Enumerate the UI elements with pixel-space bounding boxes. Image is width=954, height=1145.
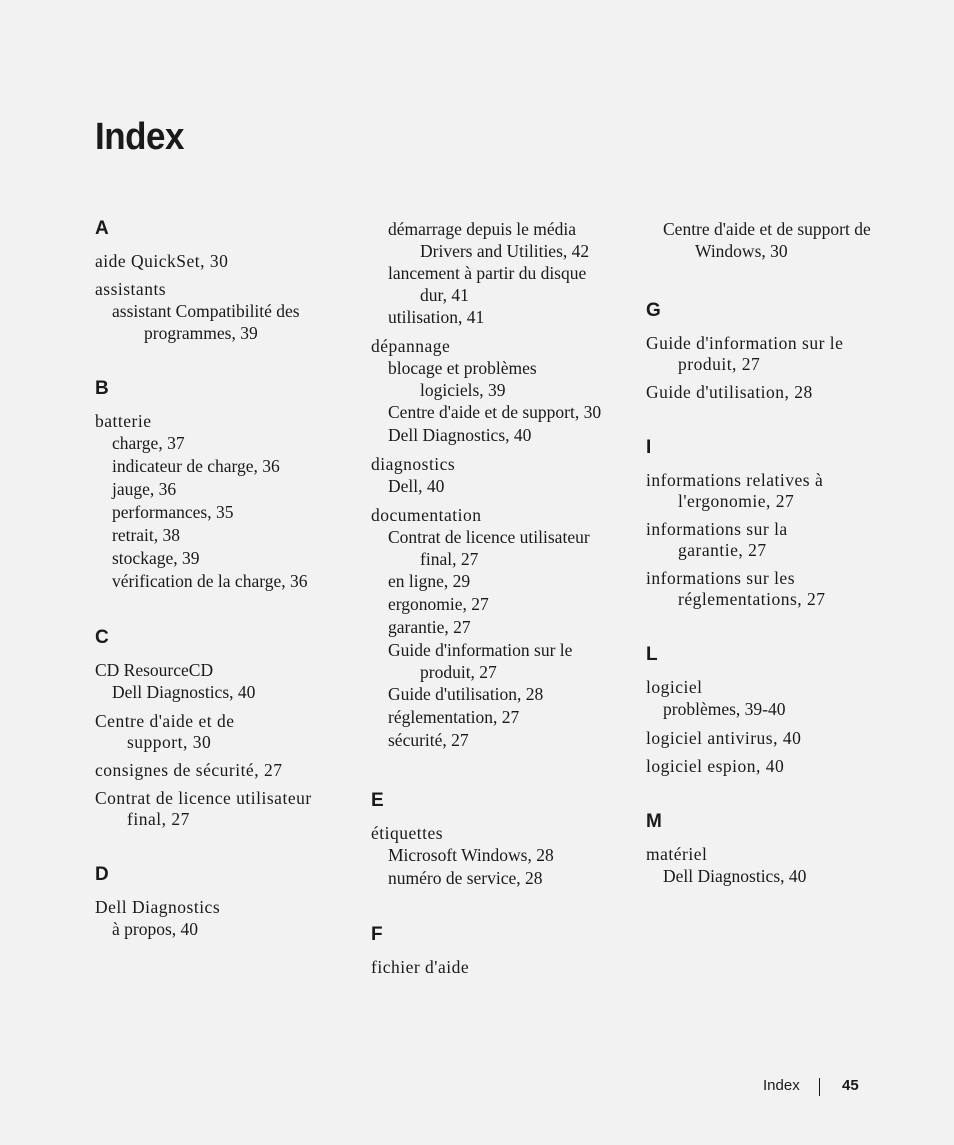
subentry-label: Centre d'aide et de support de <box>663 219 871 239</box>
entry-label: aide QuickSet, 30 <box>95 251 229 271</box>
index-entry <box>371 336 626 447</box>
subentry-continuation: dur, 41 <box>420 285 469 305</box>
subentry-continuation: Windows, 30 <box>695 241 788 261</box>
index-section-f <box>371 924 626 978</box>
entry-label: Dell Diagnostics <box>95 897 221 917</box>
subentry-continuation: produit, 27 <box>420 662 497 682</box>
entry-label: logiciel antivirus, 40 <box>646 728 802 748</box>
subentry-label: Dell Diagnostics, 40 <box>112 682 256 702</box>
index-entry <box>371 505 626 752</box>
subentry-label: à propos, 40 <box>112 919 199 939</box>
subentry-label: retrait, 38 <box>112 525 181 545</box>
entry-label: batterie <box>95 411 152 431</box>
subentry-label: charge, 37 <box>112 433 185 453</box>
entry-label: informations relatives à <box>646 470 824 490</box>
entry-label: Centre d'aide et de <box>95 711 235 731</box>
index-entry <box>646 756 896 777</box>
entry-label: consignes de sécurité, 27 <box>95 760 283 780</box>
entry-label: Guide d'information sur le <box>646 333 844 353</box>
index-entry <box>95 660 345 704</box>
subentry-continuation: logiciels, 39 <box>420 380 506 400</box>
index-section-m <box>646 811 896 888</box>
index-entry <box>371 823 626 890</box>
entry-label: informations sur la <box>646 519 788 539</box>
page-number: 45 <box>842 1077 859 1094</box>
entry-label: matériel <box>646 844 708 864</box>
index-entry <box>95 279 345 344</box>
subentry-label: indicateur de charge, 36 <box>112 456 280 476</box>
entry-continuation: produit, 27 <box>678 354 761 374</box>
section-letter: I <box>646 437 652 458</box>
subentry-label: en ligne, 29 <box>388 571 471 591</box>
entry-label: dépannage <box>371 336 451 356</box>
section-letter: G <box>646 300 661 321</box>
entry-label: assistants <box>95 279 167 299</box>
subentry-label: lancement à partir du disque <box>388 263 587 283</box>
index-entry <box>95 788 345 830</box>
entry-label: Contrat de licence utilisateur <box>95 788 312 808</box>
index-entry <box>646 728 896 749</box>
entry-continuation: réglementations, 27 <box>678 589 826 609</box>
subentry-label: numéro de service, 28 <box>388 868 543 888</box>
subentry-label: assistant Compatibilité des <box>112 301 300 321</box>
index-entry <box>95 251 345 272</box>
index-section-b <box>95 378 345 593</box>
index-column-1 <box>95 218 345 975</box>
subentry-label: Dell, 40 <box>388 476 445 496</box>
entry-label: CD ResourceCD <box>95 660 214 680</box>
subentry-label: Centre d'aide et de support, 30 <box>388 402 602 422</box>
section-letter: A <box>95 218 109 239</box>
entry-label: fichier d'aide <box>371 957 470 977</box>
index-section-g <box>646 300 896 403</box>
entry-label: logiciel espion, 40 <box>646 756 785 776</box>
index-entry <box>95 897 345 941</box>
subentry-label: Dell Diagnostics, 40 <box>663 866 807 886</box>
entry-continuation: support, 30 <box>127 732 212 752</box>
index-section-c <box>95 627 345 830</box>
section-letter: M <box>646 811 662 832</box>
subentry-label: vérification de la charge, 36 <box>112 571 308 591</box>
entry-label: Guide d'utilisation, 28 <box>646 382 813 402</box>
subentry-label: problèmes, 39-40 <box>663 699 786 719</box>
index-section-e <box>371 790 626 890</box>
footer-section-label: Index <box>763 1077 800 1094</box>
entry-label: informations sur les <box>646 568 796 588</box>
index-entry <box>95 711 345 753</box>
subentry-label: Guide d'utilisation, 28 <box>388 684 544 704</box>
index-section-d-continued <box>371 218 626 752</box>
index-entry <box>646 382 896 403</box>
subentry-label: performances, 35 <box>112 502 234 522</box>
index-entry <box>646 333 896 375</box>
subentry-label: ergonomie, 27 <box>388 594 489 614</box>
subentry-label: blocage et problèmes <box>388 358 537 378</box>
subentry-label: stockage, 39 <box>112 548 200 568</box>
index-column-2 <box>371 218 626 1012</box>
subentry-continuation: Drivers and Utilities, 42 <box>420 241 590 261</box>
index-section-a <box>95 218 345 344</box>
index-column-3 <box>646 218 896 922</box>
entry-label: logiciel <box>646 677 703 697</box>
entry-continuation: l'ergonomie, 27 <box>678 491 795 511</box>
subentry-label: sécurité, 27 <box>388 730 469 750</box>
entry-label: documentation <box>371 505 482 525</box>
section-letter: E <box>371 790 384 811</box>
page-title: Index <box>95 116 185 158</box>
index-entry <box>371 218 626 329</box>
subentry-label: démarrage depuis le média <box>388 219 577 239</box>
subentry-label: jauge, 36 <box>112 479 177 499</box>
subentry-continuation: final, 27 <box>420 549 479 569</box>
index-entry <box>646 844 896 888</box>
section-letter: D <box>95 864 109 885</box>
section-letter: C <box>95 627 109 648</box>
subentry-label: utilisation, 41 <box>388 307 485 327</box>
subentry-label: garantie, 27 <box>388 617 471 637</box>
index-entry <box>95 411 345 593</box>
index-section-i <box>646 437 896 610</box>
entry-continuation: garantie, 27 <box>678 540 767 560</box>
subentry-label: Microsoft Windows, 28 <box>388 845 554 865</box>
footer-divider <box>819 1078 820 1096</box>
section-letter: F <box>371 924 383 945</box>
index-entry <box>646 519 896 561</box>
index-entry <box>646 677 896 721</box>
section-letter: B <box>95 378 109 399</box>
index-entry <box>646 470 896 512</box>
subentry-label: Contrat de licence utilisateur <box>388 527 590 547</box>
entry-label: diagnostics <box>371 454 456 474</box>
subentry-continuation: programmes, 39 <box>144 323 258 343</box>
entry-label: étiquettes <box>371 823 444 843</box>
index-section-l <box>646 644 896 777</box>
subentry-label: réglementation, 27 <box>388 707 520 727</box>
index-entry <box>95 760 345 781</box>
index-entry <box>371 454 626 498</box>
index-entry <box>646 568 896 610</box>
subentry-label: Dell Diagnostics, 40 <box>388 425 532 445</box>
index-section-d <box>95 864 345 941</box>
index-entry <box>646 218 896 262</box>
entry-continuation: final, 27 <box>127 809 190 829</box>
subentry-label: Guide d'information sur le <box>388 640 573 660</box>
index-entry <box>371 957 626 978</box>
section-letter: L <box>646 644 658 665</box>
index-section-f-continued <box>646 218 896 262</box>
